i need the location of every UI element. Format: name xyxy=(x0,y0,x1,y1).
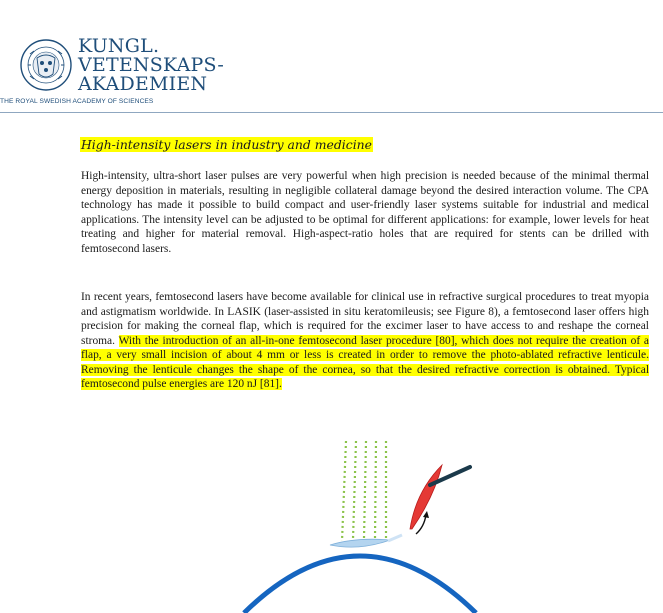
paragraph-medicine xyxy=(81,290,649,392)
paragraph-medicine-highlight: With the introduction of an all-in-one femtosecond laser procedure [80], which does not require the creation of a flap, a very small incision of about 4 mm or less is created in order to remove the photo-ablated refractive lenticule. Removing the lenticule changes the shape of the cornea, so that the desired refractive correction is obtained. Typical femtosecond pulse energies are 120 nJ [81]. xyxy=(81,334,649,390)
academy-seal-logo xyxy=(20,34,74,96)
section-title: High-intensity lasers in industry and medicine xyxy=(81,137,372,152)
surgical-blade xyxy=(410,465,442,529)
organization-name xyxy=(78,37,224,94)
paragraph-industry: High-intensity, ultra-short laser pulses are very powerful when high precision is needed because of the minimal thermal energy deposition in materials, resulting in negligible collateral damage beyond the desired interaction volume. The CPA technology has made it possible to build compact and user-friendly laser systems suitable for industrial and medical applications. The intensity level can be adjusted to be optimal for different applications: for example, lower levels for heat treating and higher for material removal. High-aspect-ratio holes that are required for stents can be drilled with femtosecond lasers. xyxy=(81,170,649,255)
laser-eye-figure xyxy=(230,437,490,613)
org-line-2: VETENSKAPS- xyxy=(78,54,225,76)
header-divider xyxy=(0,112,663,113)
org-tagline: THE ROYAL SWEDISH ACADEMY OF SCIENCES xyxy=(0,98,154,105)
laser-beams xyxy=(342,441,386,541)
paragraph-medicine-text: In recent years, femtosecond lasers have become available for clinical use in refractive surgical procedures to treat myopia and astigmatism worldwide. In LASIK (laser-assisted in situ keratomileusis; see Figure 8), a femtosecond laser offers high precision for making the corneal flap, which is required for the excimer laser to have access to and reshape the corneal stroma. xyxy=(81,291,649,347)
org-line-1: KUNGL. xyxy=(78,35,160,57)
incision-mark xyxy=(388,535,402,541)
cornea-arc xyxy=(244,556,476,613)
lenticule xyxy=(330,539,390,547)
org-line-3: AKADEMIEN xyxy=(78,73,208,95)
